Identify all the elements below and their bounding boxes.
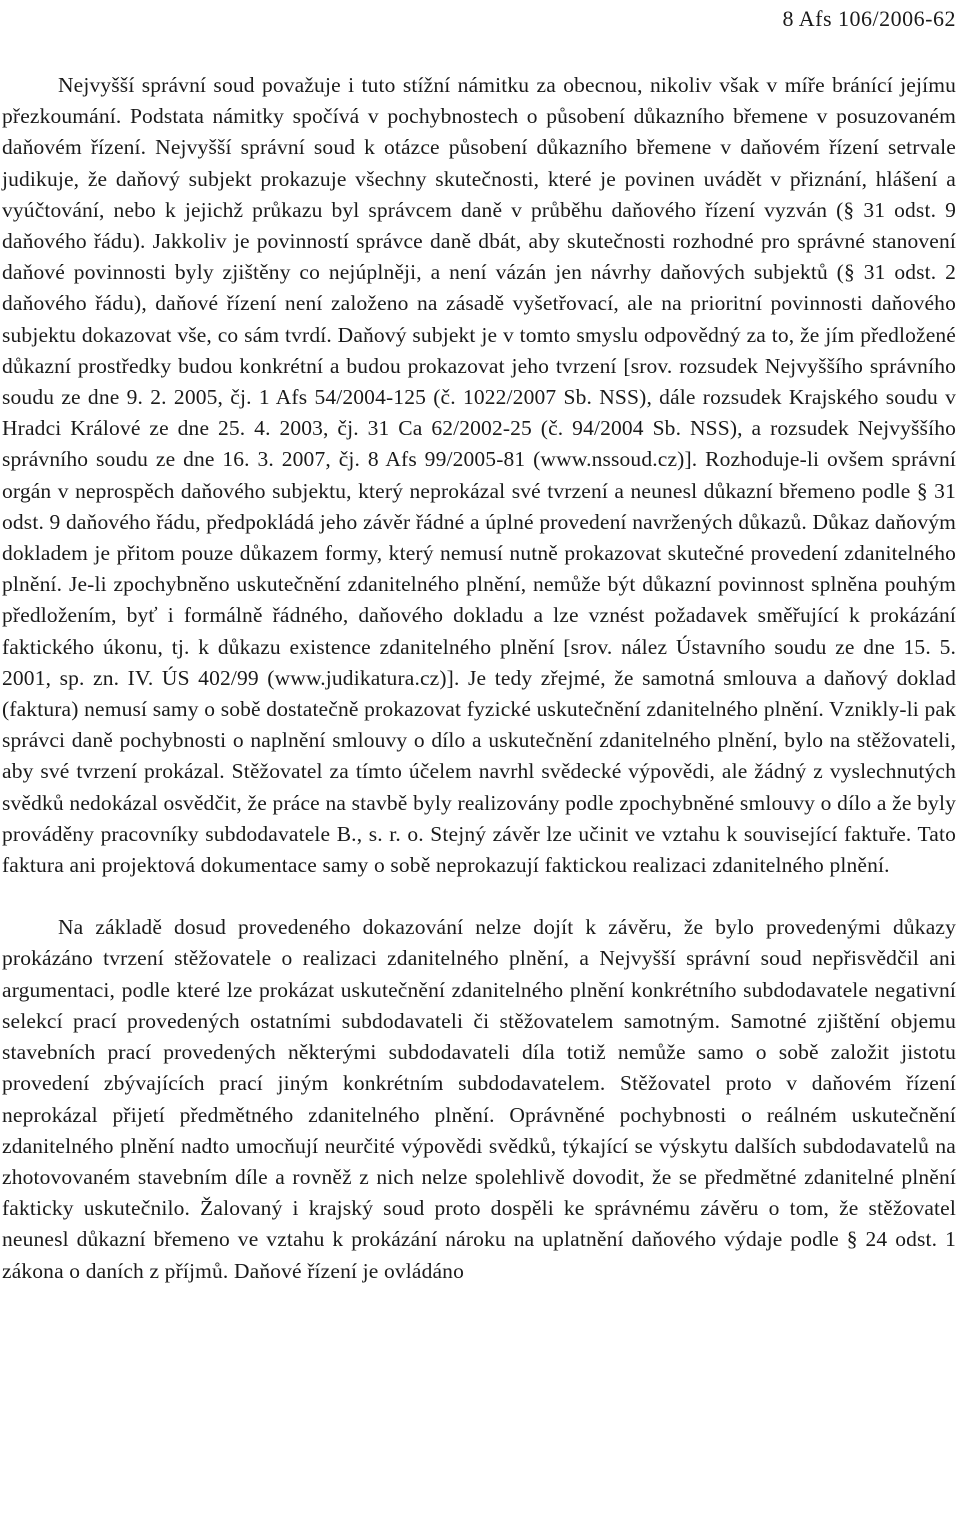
case-number-header: 8 Afs 106/2006-62 — [782, 6, 956, 31]
body-paragraph: Na základě dosud provedeného dokazování nelze dojít k závěru, že bylo provedenými důkazy prokázáno tvrzení stěžovatele o realizaci zdanitelného plnění, a Nejvyšší správní soud nepřisvědčil ani argumentaci, podle které lze prokázat uskutečnění zdanitelného plnění konkrétního subdodavatele negativní selekcí prací provedených ostatními subdodavateli či stěžovatelem samotným. Samotné zjištění objemu stavebních prací provedených některými subdodavateli díla totiž nemůže samo o sobě založit jistotu provedení zbývajících prací jiným konkrétním subdodavatelem. Stěžovatel proto v daňovém řízení neprokázal přijetí předmětného zdanitelného plnění. Oprávněné pochybnosti o reálném uskutečnění zdanitelného plnění nadto umocňují neurčité výpovědi svědků, týkající se výskytu dalších subdodavatelů na zhotovovaném stavebním díle a rovněž z nich nelze spolehlivě dovodit, že se předmětné zdanitelné plnění fakticky uskutečnilo. Žalovaný i krajský soud proto dospěli ke správnému závěru o tom, že stěžovatel neunesl důkazní břemeno ve vztahu k prokázání nároku na uplatnění daňového výdaje podle § 24 odst. 1 zákona o daních z příjmů. Daňové řízení je ovládáno — [2, 915, 956, 1283]
document-body — [2, 70, 956, 1287]
body-paragraph: Nejvyšší správní soud považuje i tuto stížní námitku za obecnou, nikoliv však v míře bránící jejímu přezkoumání. Podstata námitky spočívá v pochybnostech o působení důkazního břemene v posuzovaném daňovém řízení. Nejvyšší správní soud k otázce působení důkazního břemene v daňovém řízení setrvale judikuje, že daňový subjekt prokazuje všechny skutečnosti, které je povinen uvádět v přiznání, hlášení a vyúčtování, nebo k jejichž průkazu byl správcem daně v průběhu daňového řízení vyzván (§ 31 odst. 9 daňového řádu). Jakkoliv je povinností správce daně dbát, aby skutečnosti rozhodné pro správné stanovení daňové povinnosti byly zjištěny co nejúplněji, a není vázán jen návrhy daňových subjektů (§ 31 odst. 2 daňového řádu), daňové řízení není založeno na zásadě vyšetřovací, ale na prioritní povinnosti daňového subjektu dokazovat vše, co sám tvrdí. Daňový subjekt je v tomto smyslu odpovědný za to, že jím předložené důkazní prostředky budou konkrétní a budou prokazovat jeho tvrzení [srov. rozsudek Nejvyššího správního soudu ze dne 9. 2. 2005, čj. 1 Afs 54/2004-125 (č. 1022/2007 Sb. NSS), dále rozsudek Krajského soudu v Hradci Králové ze dne 25. 4. 2003, čj. 31 Ca 62/2002-25 (č. 94/2004 Sb. NSS), a rozsudek Nejvyššího správního soudu ze dne 16. 3. 2007, čj. 8 Afs 99/2005-81 (www.nssoud.cz)]. Rozhoduje-li ovšem správní orgán v neprospěch daňového subjektu, který neprokázal své tvrzení a neunesl důkazní břemeno podle § 31 odst. 9 daňového řádu, předpokládá jeho závěr řádné a úplné provedení navržených důkazů. Důkaz daňovým dokladem je přitom pouze důkazem formy, který nemusí nutně prokazovat skutečné provedení zdanitelného plnění. Je-li zpochybněno uskutečnění zdanitelného plnění, nemůže být důkazní povinnost splněna pouhým předložením, byť i formálně řádného, daňového dokladu a lze vznést požadavek směřující k prokázání faktického úkonu, tj. k důkazu existence zdanitelného plnění [srov. nález Ústavního soudu ze dne 15. 5. 2001, sp. zn. IV. ÚS 402/99 (www.judikatura.cz)]. Je tedy zřejmé, že samotná smlouva a daňový doklad (faktura) nemusí samy o sobě dostatečně prokazovat fyzické uskutečnění zdanitelného plnění. Vznikly-li pak správci daně pochybnosti o naplnění smlouvy o dílo a uskutečnění zdanitelného plnění, bylo na stěžovateli, aby své tvrzení prokázal. Stěžovatel za tímto účelem navrhl svědecké výpovědi, ale žádný z vyslechnutých svědků nedokázal osvědčit, že práce na stavbě byly realizovány podle zpochybněné smlouvy o dílo a že byly prováděny pracovníky subdodavatele B., s. r. o. Stejný závěr lze učinit ve vztahu k související faktuře. Tato faktura ani projektová dokumentace samy o sobě neprokazují faktickou realizaci zdanitelného plnění. — [2, 73, 956, 878]
